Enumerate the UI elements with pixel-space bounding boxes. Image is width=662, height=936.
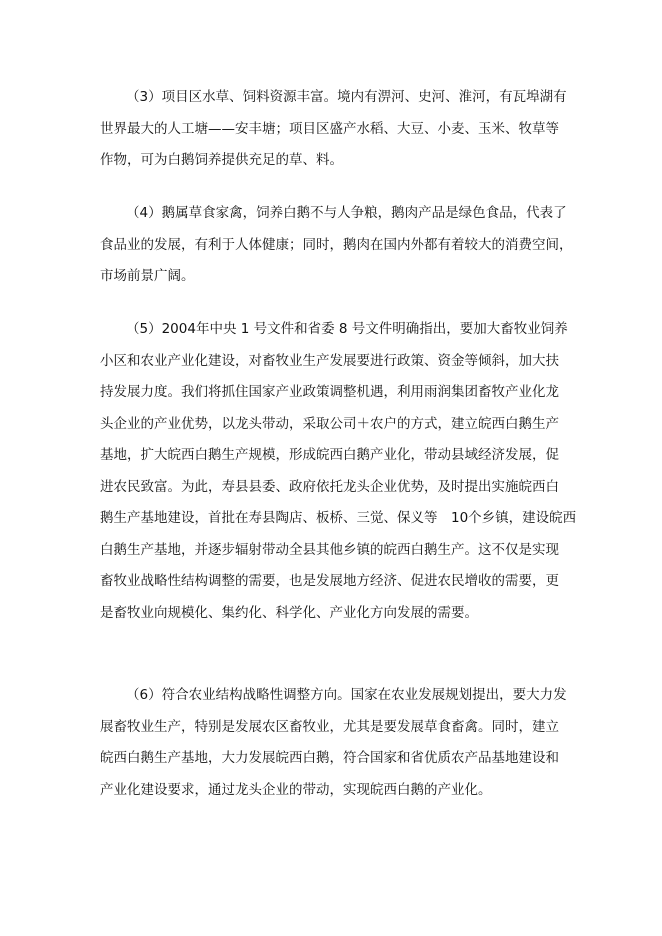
text-line: 皖西白鹅生产基地，大力发展皖西白鹅，符合国家和省优质农产品基地建设和 [100,750,559,766]
text-line: （3）项目区水草、饲料资源丰富。境内有淠河、史河、淮河，有瓦埠湖有 [126,89,567,105]
text-line: （5）2004年中央 1 号文件和省委 8 号文件明确指出，要加大畜牧业饲养 [126,321,568,337]
text-line: 鹅生产基地建设，首批在寿县陶店、板桥、三觉、保义等 10个乡镇，建设皖西 [100,510,577,526]
text-line: 产业化建设要求，通过龙头企业的带动，实现皖西白鹅的产业化。 [100,781,492,798]
text-line: 市场前景广阔。 [100,268,195,284]
text-line: 小区和农业产业化建设，对畜牧业生产发展要进行政策、资金等倾斜，加大扶 [100,352,559,369]
text-line: （6）符合农业结构战略性调整方向。国家在农业发展规划提出，要大力发 [126,687,567,703]
text-line: 是畜牧业向规模化、集约化、科学化、产业化方向发展的需要。 [100,604,478,621]
paragraph-4 [100,198,573,293]
text-line: 白鹅生产基地，并逐步辐射带动全县其他乡镇的皖西白鹅生产。这不仅是实现 [100,541,559,558]
text-line: 基地，扩大皖西白鹅生产规模，形成皖西白鹅产业化，带动县域经济发展，促 [100,447,559,463]
text-line: 畜牧业战略性结构调整的需要，也是发展地方经济、促进农民增收的需要，更 [100,573,559,589]
text-line: 进农民致富。为此，寿县县委、政府依托龙头企业优势，及时提出实施皖西白 [100,478,559,495]
paragraph-5 [100,314,577,629]
text-line: 世界最大的人工塘——安丰塘；项目区盛产水稻、大豆、小麦、玉米、牧草等 [100,120,559,137]
paragraph-6 [100,680,570,806]
text-line: （4）鹅属草食家禽，饲养白鹅不与人争粮，鹅肉产品是绿色食品，代表了 [126,205,567,221]
text-line: 持发展力度。我们将抓住国家产业政策调整机遇，利用雨润集团畜牧产业化龙 [100,384,559,400]
text-line: 食品业的发展，有利于人体健康；同时，鹅肉在国内外都有着较大的消费空间， [100,236,573,253]
paragraph-3 [100,82,570,177]
text-line: 展畜牧业生产，特别是发展农区畜牧业，尤其是要发展草食畜禽。同时，建立 [100,718,559,735]
text-line: 头企业的产业优势，以龙头带动，采取公司＋农户的方式，建立皖西白鹅生产 [100,415,559,432]
text-line: 作物，可为白鹅饲养提供充足的草、料。 [100,152,343,168]
